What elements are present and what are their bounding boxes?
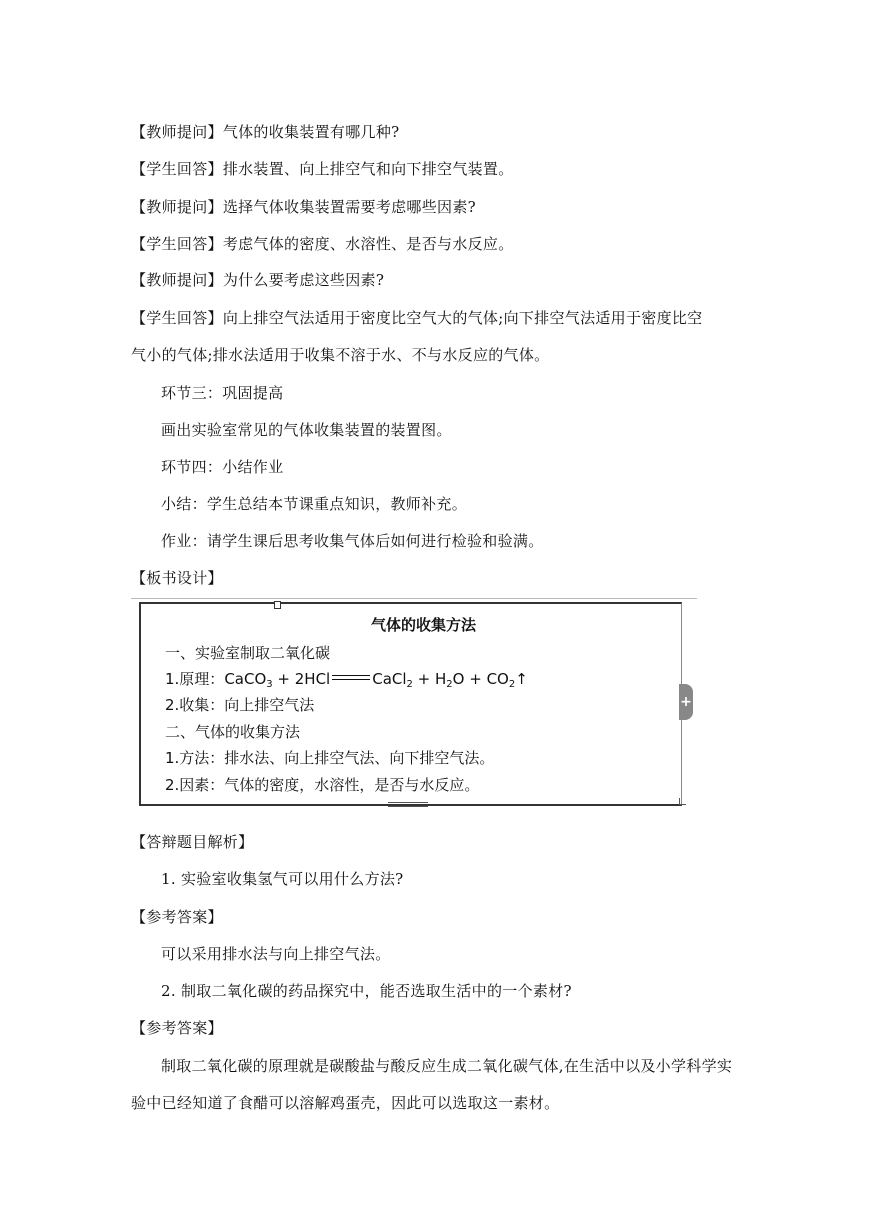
board-heading: 【板书设计】: [131, 569, 223, 587]
dialogue-line-1: [131, 122, 399, 142]
eq-right-a: CaCl: [372, 670, 407, 688]
eq-equals-bar: [332, 675, 370, 680]
qa-question-2: 2. 制取二氧化碳的药品探究中，能否选取生活中的一个素材?: [161, 982, 572, 1000]
dialogue-line-2: [131, 159, 514, 179]
board-collect: 2.收集：向上排空气法: [165, 696, 315, 714]
board-tick: [274, 601, 281, 609]
dialogue-text: 向上排空气法适用于密度比空气大的气体;向下排空气法适用于密度比空: [222, 309, 703, 327]
board-equation: [165, 668, 528, 690]
dialogue-text: 选择气体收集装置需要考虑哪些因素?: [222, 198, 476, 216]
section3-title: 环节三：巩固提高: [161, 384, 284, 402]
board-frame: [139, 602, 682, 806]
eq-left-a: CaCO: [224, 670, 267, 688]
board-methods: 1.方法：排水法、向上排空气法、向下排空气法。: [165, 749, 495, 767]
board-top-rule: [131, 598, 697, 599]
dialogue-tag: 【教师提问】: [131, 123, 223, 141]
dialogue-tag: 【教师提问】: [131, 271, 223, 289]
dialogue-text: 气体的收集装置有哪几种?: [222, 123, 400, 141]
board-part2: 二、气体的收集方法: [165, 723, 301, 741]
eq-right-sub1: 2: [406, 679, 413, 690]
qa-question-1: 1. 实验室收集氢气可以用什么方法?: [161, 870, 404, 888]
dialogue-text: 排水装置、向上排空气和向下排空气装置。: [222, 160, 514, 178]
section4-summary: 小结：学生总结本节课重点知识，教师补充。: [161, 495, 468, 513]
section3-body: 画出实验室常见的气体收集装置的装置图。: [161, 421, 452, 439]
expand-icon[interactable]: +: [679, 684, 693, 720]
answer-long-line-1: [131, 308, 702, 328]
eq-left-sub: 3: [266, 679, 273, 690]
qa-ref-label-2: 【参考答案】: [131, 1019, 223, 1037]
dialogue-text: 为什么要考虑这些因素?: [222, 271, 385, 289]
eq-right-b: + H: [412, 670, 447, 688]
board-principle-label: 1.原理：: [165, 670, 225, 688]
dialogue-text: 考虑气体的密度、水溶性、是否与水反应。: [222, 235, 514, 253]
dialogue-line-5: [131, 270, 384, 290]
eq-right-c: O + CO: [452, 670, 509, 688]
eq-arrow: ↑: [515, 670, 528, 688]
qa-answer-2-line-2: 验中已经知道了食醋可以溶解鸡蛋壳，因此可以选取这一素材。: [131, 1094, 560, 1112]
board-part1: 一、实验室制取二氧化碳: [165, 644, 331, 662]
qa-ref-label-1: 【参考答案】: [131, 908, 223, 926]
section4-title: 环节四：小结作业: [161, 458, 284, 476]
answer-long-line-2: 气小的气体;排水法适用于收集不溶于水、不与水反应的气体。: [131, 346, 550, 364]
dialogue-tag: 【学生回答】: [131, 309, 223, 327]
dialogue-line-3: [131, 197, 476, 217]
qa-answer-2-line-1: 制取二氧化碳的原理就是碳酸盐与酸反应生成二氧化碳气体,在生活中以及小学科学实: [161, 1057, 733, 1075]
eq-left-b: + 2HCl: [272, 670, 331, 688]
qa-heading: 【答辩题目解析】: [131, 833, 254, 851]
dialogue-tag: 【学生回答】: [131, 235, 223, 253]
board-factors: 2.因素：气体的密度，水溶性，是否与水反应。: [165, 776, 480, 794]
board-title: 气体的收集方法: [371, 616, 477, 634]
board-bottom-mark: [388, 802, 428, 807]
dialogue-tag: 【教师提问】: [131, 198, 223, 216]
eq-right-sub3: 2: [508, 679, 516, 690]
board-corner-mark: [679, 798, 686, 805]
eq-right-sub2: 2: [446, 679, 453, 690]
section4-homework: 作业：请学生课后思考收集气体后如何进行检验和验满。: [161, 532, 544, 550]
board-design-figure: [131, 598, 697, 810]
dialogue-tag: 【学生回答】: [131, 160, 223, 178]
dialogue-line-4: [131, 234, 514, 254]
qa-answer-1: 可以采用排水法与向上排空气法。: [161, 945, 391, 963]
